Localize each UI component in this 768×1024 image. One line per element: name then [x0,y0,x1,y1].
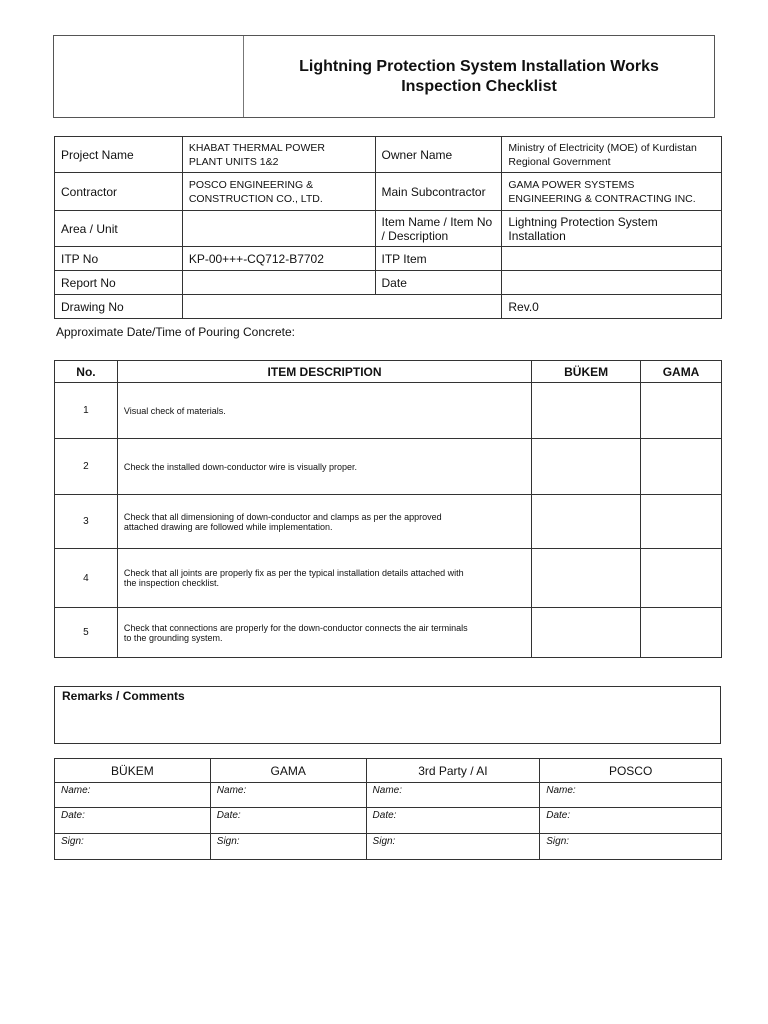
project-name-value: KHABAT THERMAL POWER PLANT UNITS 1&2 [182,137,375,173]
name-field[interactable]: Name: [540,783,722,808]
column-header-bukem: BÜKEM [532,361,641,383]
item-description: Check that connections are properly for the down-conductor connects the air terminals to the grounding system. [117,608,531,658]
name-field[interactable]: Name: [366,783,540,808]
sign-field[interactable]: Sign: [366,834,540,860]
gama-check-cell[interactable] [641,608,722,658]
itp-item-label: ITP Item [375,247,502,271]
table-row: 3 Check that all dimensioning of down-conductor and clamps as per the approved attached drawing are followed while implementation. [55,495,722,549]
gama-check-cell[interactable] [641,439,722,495]
column-header-description: ITEM DESCRIPTION [117,361,531,383]
date-label: Date [375,271,502,295]
item-description: Check that all dimensioning of down-conductor and clamps as per the approved attached drawing are followed while implementation. [117,495,531,549]
table-row: 4 Check that all joints are properly fix as per the typical installation details attached with the inspection checklist. [55,549,722,608]
main-subcontractor-value: GAMA POWER SYSTEMS ENGINEERING & CONTRACTING INC. [502,173,722,211]
date-field[interactable]: Date: [55,808,211,834]
item-description: Visual check of materials. [117,383,531,439]
item-description: Check the installed down-conductor wire is visually proper. [117,439,531,495]
logo-placeholder [54,36,244,117]
title-line-1: Lightning Protection System Installation Works [299,57,659,75]
name-field[interactable]: Name: [55,783,211,808]
column-header-no: No. [55,361,118,383]
bukem-check-cell[interactable] [532,383,641,439]
table-row: 2 Check the installed down-conductor wire is visually proper. [55,439,722,495]
gama-check-cell[interactable] [641,549,722,608]
drawing-no-label: Drawing No [55,295,183,319]
pouring-concrete-label: Approximate Date/Time of Pouring Concrete: [56,325,295,339]
sign-field[interactable]: Sign: [55,834,211,860]
gama-check-cell[interactable] [641,383,722,439]
party-bukem: BÜKEM [55,759,211,783]
contractor-label: Contractor [55,173,183,211]
area-unit-label: Area / Unit [55,211,183,247]
date-value [502,271,722,295]
revision: Rev.0 [502,295,722,319]
title-line-2: Inspection Checklist [401,77,557,95]
itp-no-label: ITP No [55,247,183,271]
signature-table [54,758,722,860]
project-name-label: Project Name [55,137,183,173]
contractor-value: POSCO ENGINEERING & CONSTRUCTION CO., LTD. [182,173,375,211]
remarks-label: Remarks / Comments [62,689,185,703]
item-name-value: Lightning Protection System Installation [502,211,722,247]
bukem-check-cell[interactable] [532,549,641,608]
party-gama: GAMA [210,759,366,783]
owner-name-label: Owner Name [375,137,502,173]
bukem-check-cell[interactable] [532,495,641,549]
party-posco: POSCO [540,759,722,783]
sign-field[interactable]: Sign: [210,834,366,860]
bukem-check-cell[interactable] [532,439,641,495]
column-header-gama: GAMA [641,361,722,383]
document-title [244,36,714,117]
date-field[interactable]: Date: [540,808,722,834]
name-field[interactable]: Name: [210,783,366,808]
party-third-party: 3rd Party / AI [366,759,540,783]
item-name-label: Item Name / Item No / Description [375,211,502,247]
project-info-table [54,136,722,319]
inspection-items-table [54,360,722,658]
table-row: 1 Visual check of materials. [55,383,722,439]
drawing-no-value [182,295,502,319]
area-unit-value [182,211,375,247]
itp-no-value: KP-00+++-CQ712-B7702 [182,247,375,271]
bukem-check-cell[interactable] [532,608,641,658]
itp-item-value [502,247,722,271]
sign-field[interactable]: Sign: [540,834,722,860]
report-no-label: Report No [55,271,183,295]
table-row: 5 Check that connections are properly for the down-conductor connects the air terminals to the grounding system. [55,608,722,658]
document-header [53,35,715,118]
owner-name-value: Ministry of Electricity (MOE) of Kurdistan Regional Government [502,137,722,173]
item-description: Check that all joints are properly fix as per the typical installation details attached with the inspection checklist. [117,549,531,608]
remarks-box[interactable] [54,686,721,744]
date-field[interactable]: Date: [366,808,540,834]
main-subcontractor-label: Main Subcontractor [375,173,502,211]
gama-check-cell[interactable] [641,495,722,549]
date-field[interactable]: Date: [210,808,366,834]
report-no-value [182,271,375,295]
